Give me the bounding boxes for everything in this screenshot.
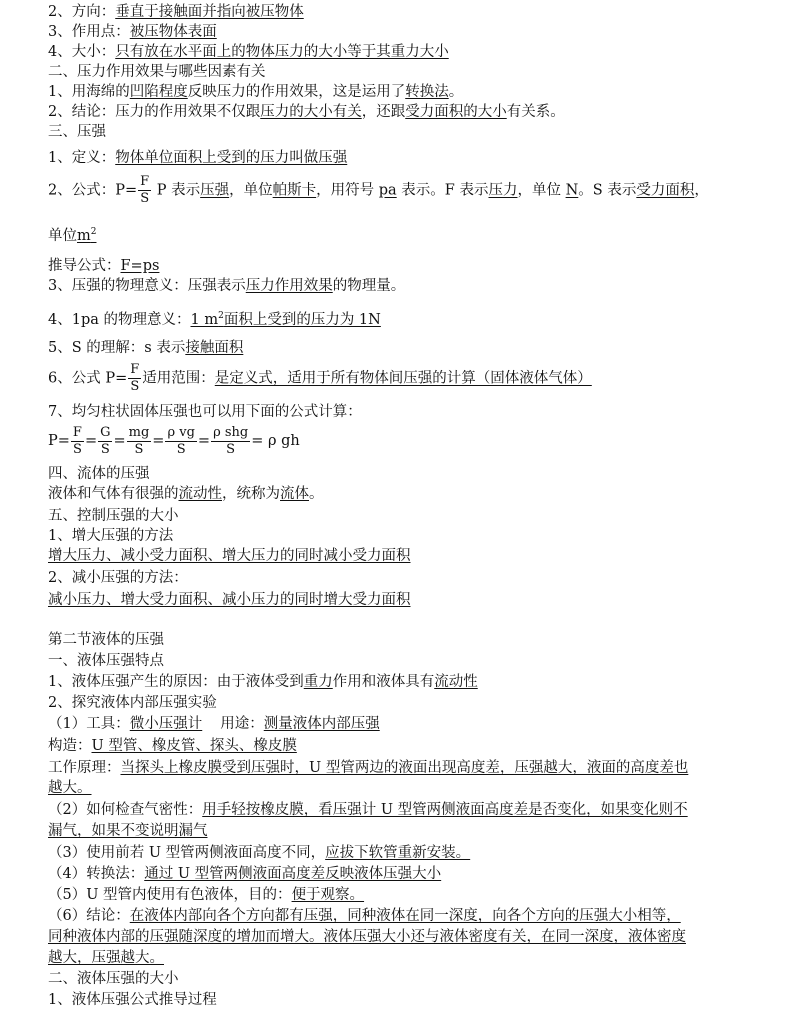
text-line: 1、定义：物体单位面积上受到的压力叫做压强 (48, 150, 348, 166)
text-line: 同种液体内部的压强随深度的增加而增大。液体压强大小还与液体密度有关，在同一深度，液体密度 (48, 929, 686, 945)
fraction: $\frac{\text{ρ vg}}{S}$ (167, 424, 195, 457)
text-line: 2、减小压强的方法： (48, 570, 188, 586)
text-line: （2）如何检查气密性：用手轻按橡皮膜，看压强计 U 型管两侧液面高度差是否变化，如果变化则不 (48, 802, 688, 818)
fraction: $\frac{F}{S}$ (140, 174, 150, 206)
text-line: 4、1pa 的物理意义：1 $m^2$面积上受到的压力为 1N (48, 311, 381, 328)
text-line: （1）工具：微小压强计 用途：测量液体内部压强 (48, 716, 380, 732)
formula-line: 2、公式：P= $\frac{F}{S}$ P 表示压强，单位帕斯卡，用符号 pa 表示。F 表示压力，单位 N。S 表示受力面积， (48, 174, 709, 206)
text-line: （5）U 型管内使用有色液体，目的：便于观察。 (48, 887, 365, 903)
formula-chain: P= $\frac{F}{S}$ = $\frac{G}{S}$ = $\frac{mg}{S}$ = $\frac{\text{ρ vg}}{S}$ = ρ shg S = ρ gh (48, 424, 300, 457)
section-heading: 四、流体的压强 (48, 466, 150, 482)
text-line: 构造：U 型管、橡皮管、探头、橡皮膜 (48, 738, 297, 754)
fraction: ρ shg S (213, 424, 249, 457)
section-heading: 五、控制压强的大小 (48, 508, 179, 524)
text-line: 1、液体压强公式推导过程 (48, 992, 217, 1008)
text-line: 7、均匀柱状固体压强也可以用下面的公式计算： (48, 404, 362, 420)
text-line: （4）转换法：通过 U 型管两侧液面高度差反映液体压强大小 (48, 866, 442, 882)
text-line: （3）使用前若 U 型管两侧液面高度不同，应拔下软管重新安装。 (48, 845, 471, 861)
text-line: 5、S 的理解：s 表示接触面积 (48, 340, 244, 356)
text-line: 工作原理：当探头上橡皮膜受到压强时，U 型管两边的液面出现高度差，压强越大，液面的高度差也 (48, 760, 689, 776)
formula-line: 6、公式 P= $\frac{F}{S}$ 适用范围：是定义式，适用于所有物体间压强的计算（固体液体气体） (48, 362, 592, 394)
text-line: 3、压强的物理意义：压强表示压力作用效果的物理量。 (48, 278, 406, 294)
fraction: $\frac{F}{S}$ (72, 424, 82, 457)
text-line: 越大，压强越大。 (48, 950, 164, 966)
text-line: 4、大小：只有放在水平面上的物体压力的大小等于其重力大小 (48, 44, 449, 60)
text-line: 液体和气体有很强的流动性，统称为流体。 (48, 486, 324, 502)
section-heading: 二、液体压强的大小 (48, 971, 179, 987)
text-line: 1、增大压强的方法 (48, 528, 174, 544)
fraction: $\frac{F}{S}$ (130, 362, 140, 394)
text-line: 减小压力、增大受力面积、减小压力的同时增大受力面积 (48, 592, 411, 608)
text-line: 单位$m^2$ (48, 227, 97, 244)
text-line: 1、用海绵的凹陷程度反映压力的作用效果，这是运用了转换法。 (48, 84, 464, 100)
text-line: 漏气，如果不变说明漏气 (48, 823, 208, 839)
text-line: 2、结论：压力的作用效果不仅跟压力的大小有关，还跟受力面积的大小有关系。 (48, 104, 565, 120)
fraction: $\frac{mg}{S}$ (128, 424, 150, 457)
text-line: 1、液体压强产生的原因：由于液体受到重力作用和液体具有流动性 (48, 674, 478, 690)
text-line: 推导公式：F=ps (48, 258, 160, 274)
section-heading: 二、压力作用效果与哪些因素有关 (48, 64, 266, 80)
fraction: $\frac{G}{S}$ (100, 424, 111, 457)
text-line: （6）结论：在液体内部向各个方向都有压强，同种液体在同一深度，向各个方向的压强大小相等， (48, 908, 681, 924)
text-line: 增大压力、减小受力面积、增大压力的同时减小受力面积 (48, 548, 411, 564)
chapter-title: 第二节液体的压强 (48, 632, 164, 648)
text-line: 越大。 (48, 780, 92, 796)
section-heading: 一、液体压强特点 (48, 653, 164, 669)
section-heading: 三、压强 (48, 124, 106, 140)
text-line: 2、探究液体内部压强实验 (48, 695, 217, 711)
text-line: 2、方向：垂直于接触面并指向被压物体 (48, 4, 304, 20)
text-line: 3、作用点：被压物体表面 (48, 24, 217, 40)
